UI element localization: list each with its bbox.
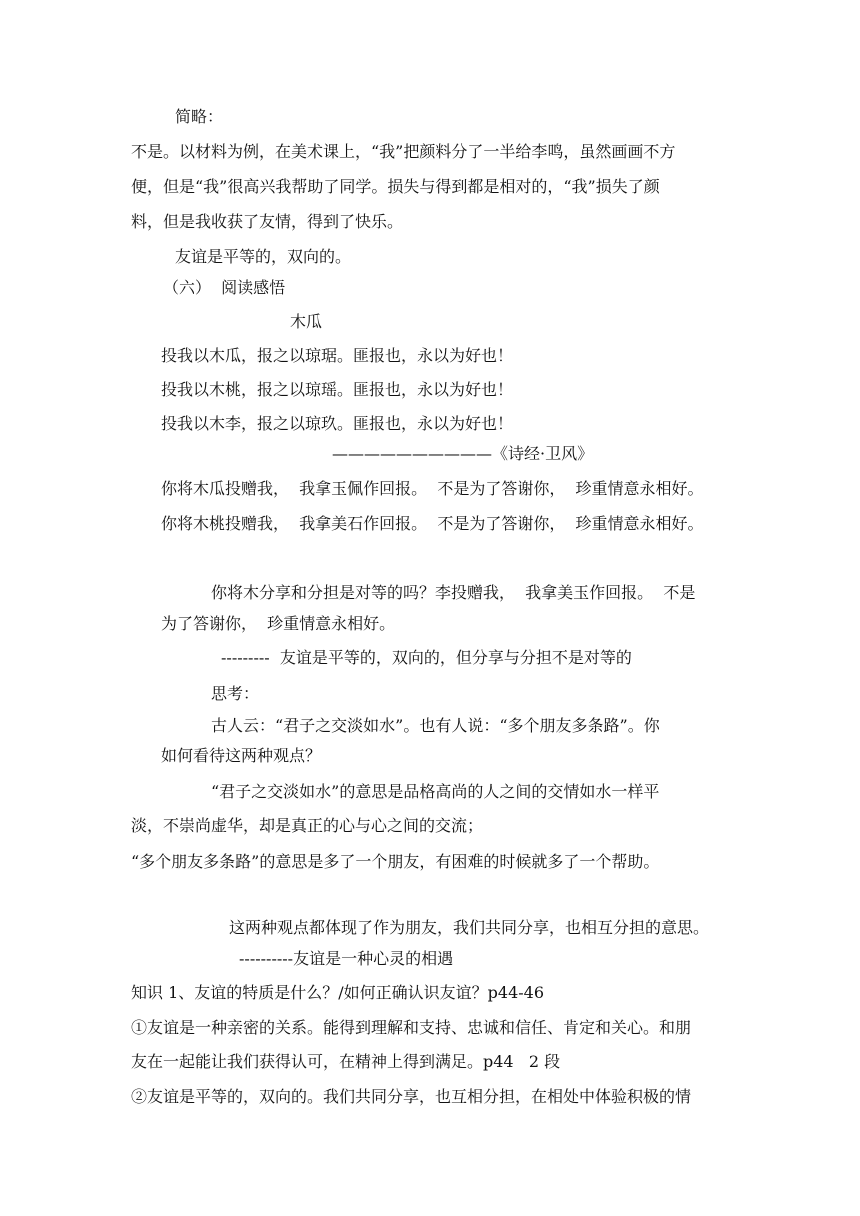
translation-line-4: 为了答谢你， 珍重情意永相好。 — [161, 614, 396, 633]
think-question-line-2: 如何看待这两种观点？ — [161, 746, 322, 765]
answer-paragraph-line-1: 不是。以材料为例，在美术课上，“我”把颜料分了一半给李鸣，虽然画画不方 — [131, 142, 676, 161]
translation-line-3: 你将木分享和分担是对等的吗？李投赠我， 我拿美玉作回报。 不是 — [211, 583, 696, 602]
think-label: 思考： — [211, 684, 260, 703]
knowledge-point-1-line-2: 友在一起能让我们获得认可，在精神上得到满足。p44 2 段 — [131, 1052, 561, 1071]
knowledge-point-1-line-1: ①友谊是一种亲密的关系。能得到理解和支持、忠诚和信任、肯定和关心。和朋 — [131, 1018, 692, 1037]
section-heading-reading: （六） 阅读感悟 — [163, 278, 286, 297]
think-question-line-1: 古人云：“君子之交淡如水”。也有人说：“多个朋友多条路”。你 — [211, 716, 660, 735]
translation-line-1: 你将木瓜投赠我， 我拿玉佩作回报。 不是为了答谢你， 珍重情意永相好。 — [161, 479, 704, 498]
answer-paragraph-line-3: 料，但是我收获了友情，得到了快乐。 — [131, 212, 404, 231]
translation-line-2: 你将木桃投赠我， 我拿美石作回报。 不是为了答谢你， 珍重情意永相好。 — [161, 514, 704, 533]
explanation-line-1: “君子之交淡如水”的意思是品格高尚的人之间的交情如水一样平 — [211, 782, 660, 801]
answer-paragraph-line-2: 便，但是“我”很高兴我帮助了同学。损失与得到都是相对的，“我”损失了颜 — [131, 177, 660, 196]
knowledge-heading: 知识 1、友谊的特质是什么？/如何正确认识友谊？p44-46 — [131, 983, 545, 1002]
explanation-line-3: “多个朋友多条路”的意思是多了一个朋友，有困难的时候就多了一个帮助。 — [131, 852, 660, 871]
poem-line-3: 投我以木李，报之以琼玖。匪报也，永以为好也！ — [161, 414, 514, 433]
friendship-statement: 友谊是平等的，双向的。 — [175, 247, 352, 266]
section-label-summary: 简略： — [175, 107, 224, 126]
poem-line-1: 投我以木瓜，报之以琼琚。匪报也，永以为好也！ — [161, 346, 514, 365]
poem-source: ——————————《诗经·卫风》 — [332, 444, 594, 463]
explanation-line-2: 淡，不崇尚虚华，却是真正的心与心之间的交流； — [131, 816, 484, 835]
conclusion-line-1: --------- 友谊是平等的，双向的，但分享与分担不是对等的 — [221, 648, 632, 667]
poem-line-2: 投我以木桃，报之以琼瑶。匪报也，永以为好也！ — [161, 380, 514, 399]
explanation-line-4: 这两种观点都体现了作为朋友，我们共同分享，也相互分担的意思。 — [229, 918, 710, 937]
poem-title: 木瓜 — [290, 312, 323, 331]
knowledge-point-2-line-1: ②友谊是平等的，双向的。我们共同分享，也互相分担，在相处中体验积极的情 — [131, 1087, 692, 1106]
conclusion-line-2: ----------友谊是一种心灵的相遇 — [239, 949, 454, 968]
